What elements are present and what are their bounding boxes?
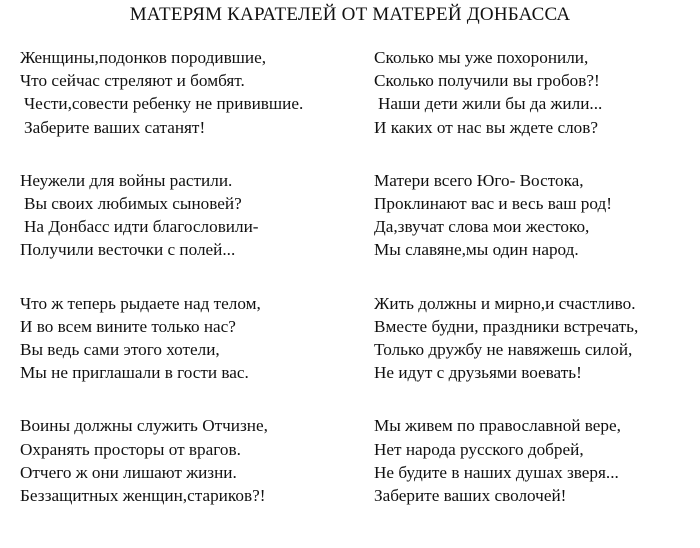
stanza-2 <box>20 169 350 262</box>
poem-line: Мы живем по православной вере, <box>374 416 621 436</box>
poem-line: Вы ведь сами этого хотели, <box>20 340 220 360</box>
poem-line: Да,звучат слова мои жестоко, <box>374 217 590 237</box>
poem-line: Что сейчас стреляют и бомбят. <box>20 71 245 91</box>
poem-line: Не будите в наших душах зверя... <box>374 462 619 482</box>
poem-line: Неужели для войны растили. <box>20 170 233 190</box>
poem-column-left <box>20 46 350 537</box>
poem-line: Отчего ж они лишают жизни. <box>20 462 237 482</box>
poem-line: Матери всего Юго- Востока, <box>374 170 584 190</box>
stanza-4 <box>20 414 350 507</box>
poem-line: Наши дети жили бы да жили... <box>378 94 603 114</box>
poem-line: Нет народа русского добрей, <box>374 439 584 459</box>
poem-line: Вместе будни, праздники встречать, <box>374 316 639 336</box>
stanza-5 <box>374 46 690 139</box>
poem-line: Мы славяне,мы один народ. <box>374 240 579 260</box>
poem-line: Сколько получили вы гробов?! <box>374 71 600 91</box>
poem-line: Сколько мы уже похоронили, <box>374 48 589 67</box>
poem-line: Вы своих любимых сыновей? <box>24 194 242 214</box>
poem-line: На Донбасс идти благословили- <box>24 217 259 237</box>
poem-line: Что ж теперь рыдаете над телом, <box>20 293 261 313</box>
stanza-8 <box>374 414 690 507</box>
poem-line: Женщины,подонков породившие, <box>20 48 267 67</box>
poem-line: И каких от нас вы ждете слов? <box>374 117 598 137</box>
poem-line: Проклинают вас и весь ваш род! <box>374 194 612 214</box>
poem-line: Жить должны и мирно,и счастливо. <box>374 293 636 313</box>
poem-line: Не идут с друзьями воевать! <box>374 363 582 383</box>
poem-line: Мы не приглашали в гости вас. <box>20 363 249 383</box>
stanza-7 <box>374 292 690 385</box>
poem-line: Чести,совести ребенку не привившие. <box>24 94 304 114</box>
poem-line: И во всем вините только нас? <box>20 316 236 336</box>
poem-line: Охранять просторы от врагов. <box>20 439 241 459</box>
page-title: МАТЕРЯМ КАРАТЕЛЕЙ ОТ МАТЕРЕЙ ДОНБАССА <box>129 4 571 25</box>
stanza-1 <box>20 46 350 139</box>
poem-line: Воины должны служить Отчизне, <box>20 416 268 436</box>
poem-line: Заберите ваших сатанят! <box>24 117 206 137</box>
poem-line: Только дружбу не навяжешь силой, <box>374 340 633 360</box>
poem-line: Получили весточки с полей... <box>20 240 236 260</box>
poem-line: Заберите ваших сволочей! <box>374 486 567 506</box>
stanza-3 <box>20 292 350 385</box>
stanza-6 <box>374 169 690 262</box>
poem-column-right <box>374 46 690 537</box>
poem-line: Беззащитных женщин,стариков?! <box>20 486 266 506</box>
